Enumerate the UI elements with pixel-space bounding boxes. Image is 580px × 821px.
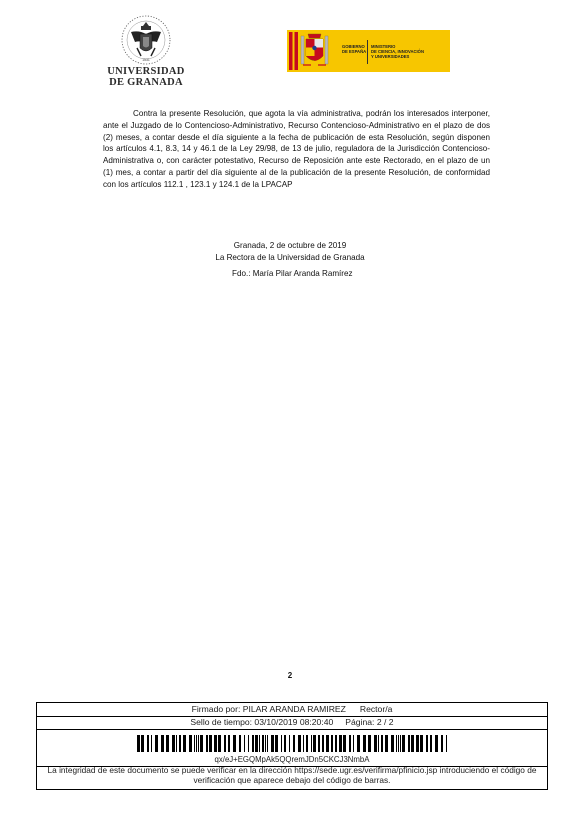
- barcode: [137, 735, 447, 752]
- signer-role: Rector/a: [359, 704, 393, 714]
- university-logo: [104, 14, 188, 88]
- ministry-label: [371, 44, 424, 59]
- page-counter: Página: 2 / 2: [345, 717, 394, 727]
- ugr-coat-of-arms-icon: [119, 14, 173, 66]
- university-name-line1: UNIVERSIDAD: [107, 66, 185, 77]
- resolution-paragraph: Contra la presente Resolución, que agota la vía administrativa, podrán los interesados interponer, ante el Juzgado de lo Contencioso-Administrativo, Recurso Contencioso-Administrativo en el plazo de dos (2) meses, a contar desde el día siguiente a la fecha de publicación de esta Resolución, según disponen los artículos 4.1, 8.3, 14 y 46.1 de la Ley 29/98, de 13 de julio, reguladora de la Jurisdicción Contencioso-Administrativa o, con carácter potestativo, Recurso de Reposición ante este Rectorado, en el plazo de un (1) mes, a contar a partir del día siguiente al de la publicación de la presente Resolución, de conformidad con los artículos 112.1 , 123.1 y 124.1 de la LPACAP: [103, 109, 490, 189]
- government-label: [342, 44, 366, 54]
- government-label-line2: DE ESPAÑA: [342, 49, 367, 54]
- signature-row: [37, 703, 547, 717]
- svg-text:1531: 1531: [142, 58, 150, 62]
- ministry-label-line3: Y UNIVERSIDADES: [371, 54, 410, 59]
- barcode-area: [37, 730, 547, 767]
- spain-coat-of-arms-icon: [289, 32, 339, 70]
- timestamp-row: [37, 716, 547, 730]
- ministry-label-line2: DE CIENCIA, INNOVACIÓN: [371, 49, 424, 54]
- university-name: [104, 66, 188, 88]
- verification-notice: La integridad de este documento se puede verificar en la dirección https://sede.ugr.es/verifirma/pfinicio.jsp introduciendo el código de verificación que aparece debajo del código de barras.: [47, 765, 537, 785]
- government-label-line1: GOBIERNO: [342, 44, 365, 49]
- timestamp: Sello de tiempo: 03/10/2019 08:20:40: [190, 717, 334, 727]
- verification-code: qx/eJ+EGQMpAk5QQremJDn5CKCJ3NmbA: [214, 755, 370, 764]
- signature-date: Granada, 2 de octubre de 2019: [233, 241, 347, 250]
- signed-by: Firmado por: PILAR ARANDA RAMIREZ: [191, 704, 346, 714]
- page-number: 2: [287, 671, 293, 680]
- university-name-line2: DE GRANADA: [109, 77, 183, 88]
- ministry-label-line1: MINISTERIO: [371, 44, 396, 49]
- logo-divider: [367, 40, 368, 64]
- verification-box: [36, 702, 548, 790]
- ministry-logo: [287, 30, 450, 72]
- signer-name: Fdo.: María Pilar Aranda Ramírez: [232, 269, 353, 278]
- signer-title: La Rectora de la Universidad de Granada: [215, 253, 365, 262]
